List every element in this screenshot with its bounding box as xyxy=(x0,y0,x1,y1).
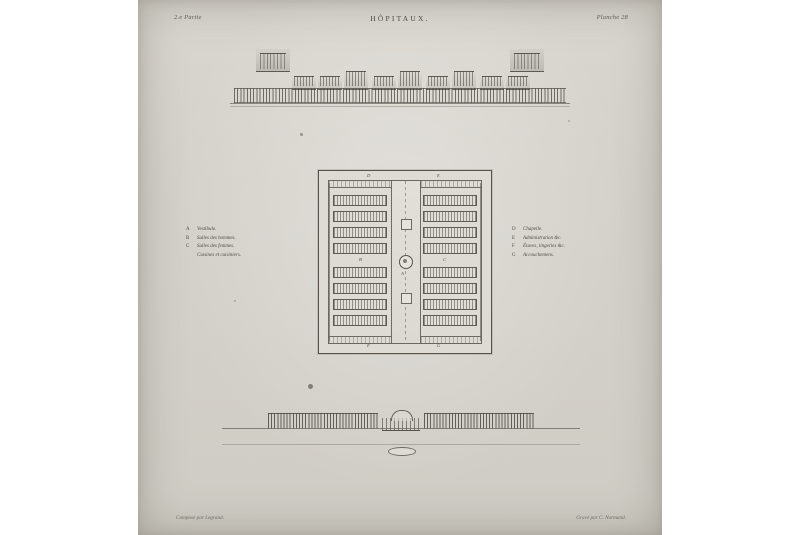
footer-designer-credit: Composé par Legrand. xyxy=(176,515,224,521)
legend-item xyxy=(512,226,604,235)
elevation-ground-line xyxy=(230,103,570,104)
elevation-colonnade xyxy=(234,88,566,103)
plan-key-letter: A xyxy=(401,271,404,276)
paper-speck xyxy=(308,384,313,389)
plan-ward-block xyxy=(423,195,477,206)
section-ground-line xyxy=(222,428,580,429)
legend-item xyxy=(186,243,272,252)
header-plate-number: Planche 28 xyxy=(596,14,628,21)
legend-key: F xyxy=(512,244,515,249)
header-part-label: 2.e Partie xyxy=(174,14,202,21)
legend-key: D xyxy=(512,227,516,232)
page-title: HÔPITAUX. xyxy=(370,14,430,23)
plan-ward-block xyxy=(423,267,477,278)
engraving-plate xyxy=(138,0,662,535)
plate-paper-area xyxy=(168,10,632,523)
legend-text: Chapelle. xyxy=(523,227,543,232)
legend-key: A xyxy=(186,227,190,232)
section-drawing xyxy=(222,400,580,454)
section-foreground-line xyxy=(222,444,580,445)
legend-key: E xyxy=(512,235,516,241)
plate-header xyxy=(168,14,632,26)
paper-speck xyxy=(568,120,570,122)
elevation-roof-row xyxy=(256,70,544,90)
legend-text: Salles des hommes. xyxy=(197,235,236,241)
legend-text: Accouchemens. xyxy=(523,252,554,258)
legend-key: B xyxy=(186,235,190,241)
elevation-ground-line-secondary xyxy=(230,106,570,107)
paper-speck xyxy=(234,300,236,302)
footer-engraver-credit: Gravé par C. Normand. xyxy=(576,515,626,521)
plan-key-letter: E xyxy=(437,173,440,178)
legend-item xyxy=(512,243,604,252)
plan-central-rotunda xyxy=(399,255,413,269)
plan-ward-block xyxy=(423,315,477,326)
plan-ward-block xyxy=(423,283,477,294)
section-colonnade-right xyxy=(424,413,534,429)
legend-text: Administration &c. xyxy=(523,235,562,241)
plan-court-pavilion-south xyxy=(401,293,412,304)
plan-key-letter: C xyxy=(443,257,447,262)
section-colonnade-left xyxy=(268,413,378,429)
section-dome xyxy=(391,410,413,421)
elevation-pavilion-right xyxy=(510,49,544,72)
plan-key-letter: G xyxy=(437,343,441,348)
plan-ward-block xyxy=(423,299,477,310)
plan-drawing xyxy=(318,170,492,354)
legend-right xyxy=(512,226,604,260)
plan-ward-block xyxy=(423,243,477,254)
elevation-pavilion-left xyxy=(256,49,290,72)
legend-subnote: Cuisines et cuisiniers. xyxy=(197,252,242,258)
section-basin xyxy=(388,447,416,456)
legend-item xyxy=(512,235,604,244)
elevation-drawing xyxy=(230,62,570,110)
legend-item xyxy=(186,235,272,244)
legend-key: C xyxy=(186,244,190,249)
legend-item xyxy=(512,252,604,261)
legend-key: G xyxy=(512,252,516,258)
plan-ward-block xyxy=(423,227,477,238)
plan-key-letter: F xyxy=(367,343,370,348)
plan-ward-block xyxy=(423,211,477,222)
legend-text: Salles des femmes. xyxy=(197,244,235,249)
plan-key-letter: D xyxy=(367,173,371,178)
plan-key-letter: B xyxy=(359,257,362,262)
paper-speck xyxy=(300,133,303,136)
plate-footer xyxy=(168,511,632,521)
legend-text: Vestibule. xyxy=(197,227,217,232)
plan-court-pavilion-north xyxy=(401,219,412,230)
legend-left xyxy=(186,226,272,260)
legend-item xyxy=(186,226,272,235)
legend-text: Étuves, lingeries &c. xyxy=(523,244,565,249)
